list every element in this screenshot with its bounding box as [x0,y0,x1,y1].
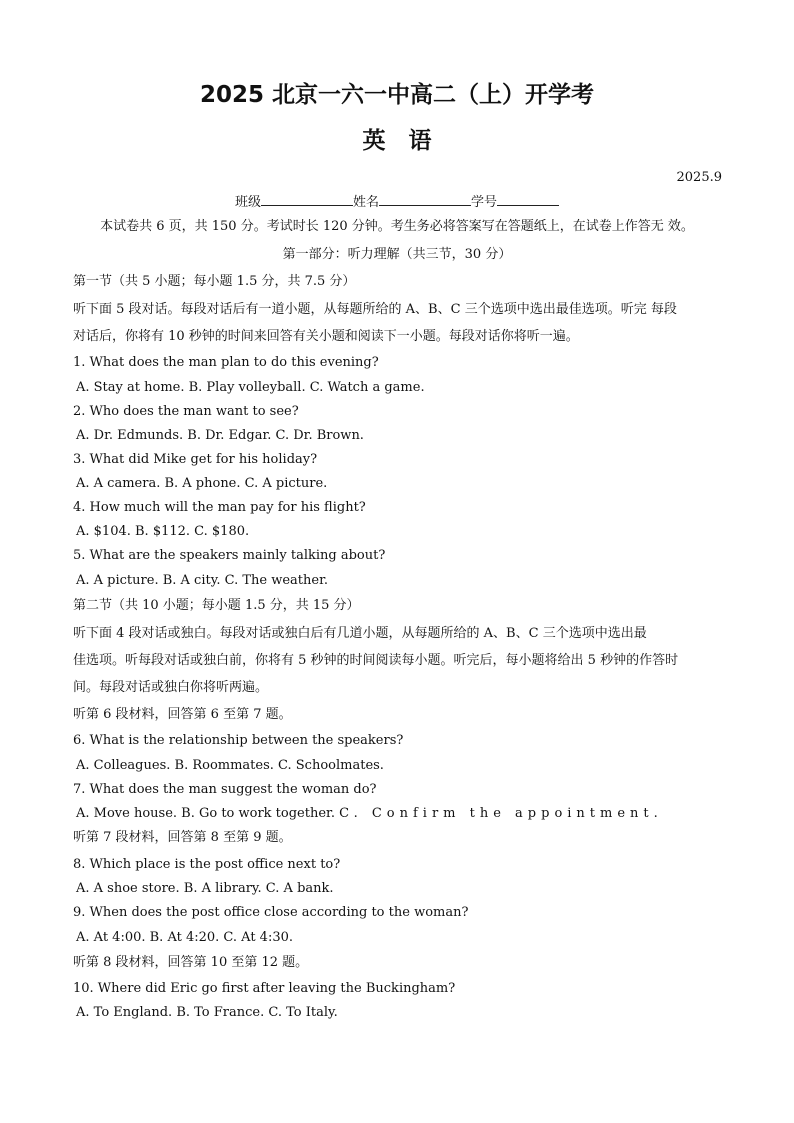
question-10: 10. Where did Eric go first after leaving the Buckingham? [73,981,456,996]
exam-subject: 英 语 [362,128,432,154]
question-7-options [76,806,663,822]
question-5-options: A. A picture. B. A city. C. The weather. [76,573,328,588]
question-4: 4. How much will the man pay for his flight? [73,500,366,515]
exam-date: 2025.9 [676,170,722,185]
section2-instruction-end: 间。每段对话或独白你将听两遍。 [73,680,269,695]
name-blank [379,193,471,206]
material-8-note: 听第 8 段材料，回答第 10 至第 12 题。 [73,955,309,970]
question-2: 2. Who does the man want to see? [73,404,299,419]
question-1: 1. What does the man plan to do this evening? [73,355,379,370]
section2-instruction: 听下面 4 段对话或独白。每段对话或独白后有几道小题，从每题所给的 A、B、C 三个选项中选出最 [73,626,647,641]
class-blank [261,193,353,206]
section2-instruction-cont: 佳选项。听每段对话或独白前，你将有 5 秒钟的时间阅读每小题。听完后，每小题将给出 5 秒钟的作答时 [73,653,679,668]
question-8-options: A. A shoe store. B. A library. C. A bank. [76,881,334,896]
question-2-options: A. Dr. Edmunds. B. Dr. Edgar. C. Dr. Brown. [76,428,364,443]
question-7-options-ab: A. Move house. B. Go to work together. [76,806,340,821]
question-4-options: A. $104. B. $112. C. $180. [76,524,250,539]
question-3-options: A. A camera. B. A phone. C. A picture. [76,476,328,491]
class-label: 班级 [234,195,261,210]
section1-instruction: 听下面 5 段对话。每段对话后有一道小题，从每题所给的 A、B、C 三个选项中选出最佳选项。听完 每段 [73,302,677,317]
question-9: 9. When does the post office close according to the woman? [73,905,469,920]
material-7-note: 听第 7 段材料，回答第 8 至第 9 题。 [73,830,292,845]
question-10-options: A. To England. B. To France. C. To Italy. [76,1005,338,1020]
question-9-options: A. At 4:00. B. At 4:20. C. At 4:30. [76,930,294,945]
question-6: 6. What is the relationship between the speakers? [73,733,404,748]
question-3: 3. What did Mike get for his holiday? [73,452,318,467]
exam-title: 2025 北京一六一中高二（上）开学考 [199,82,595,108]
exam-notice: 本试卷共 6 页，共 150 分。考试时长 120 分钟。考生务必将答案写在答题纸上，在试卷上作答无 效。 [100,219,694,234]
material-6-note: 听第 6 段材料，回答第 6 至第 7 题。 [73,707,292,722]
question-7: 7. What does the man suggest the woman do? [73,782,377,797]
section2-heading: 第二节（共 10 小题；每小题 1.5 分，共 15 分） [73,598,360,613]
question-6-options: A. Colleagues. B. Roommates. C. Schoolmates. [76,758,384,773]
question-1-options: A. Stay at home. B. Play volleyball. C. Watch a game. [76,380,425,395]
question-7-option-c: C. Confirm the appointment. [339,806,663,821]
part1-heading: 第一部分：听力理解（共三节，30 分） [282,247,512,262]
question-8: 8. Which place is the post office next to? [73,857,341,872]
student-id-label: 学号 [471,195,498,210]
student-id-blank [497,193,559,206]
section1-instruction-cont: 对话后，你将有 10 秒钟的时间来回答有关小题和阅读下一小题。每段对话你将听一遍。 [73,329,579,344]
question-5: 5. What are the speakers mainly talking about? [73,548,386,563]
section1-heading: 第一节（共 5 小题；每小题 1.5 分，共 7.5 分） [73,274,356,289]
name-label: 姓名 [352,195,379,210]
student-info-line [0,193,794,211]
